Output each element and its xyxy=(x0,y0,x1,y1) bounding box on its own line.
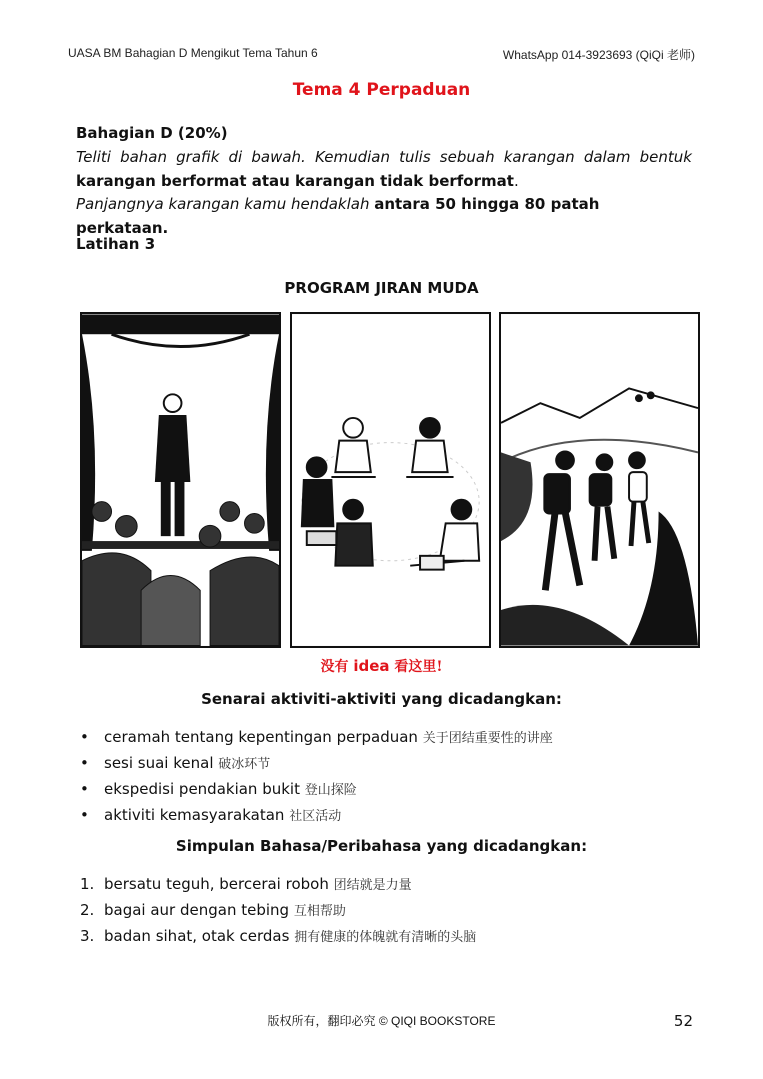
activities-heading: Senarai aktiviti-aktiviti yang dicadangkan: xyxy=(201,690,562,708)
list-item xyxy=(80,898,476,924)
idea-prompt-cn-2: 看这里! xyxy=(389,659,443,675)
page-number: 52 xyxy=(673,1012,693,1030)
instruction-end: . xyxy=(513,172,519,190)
item-zh: 登山探险 xyxy=(304,783,357,798)
item-ms: aktiviti kemasyarakatan xyxy=(104,806,285,824)
item-ms: bersatu teguh, bercerai roboh xyxy=(104,875,329,893)
panel-hiking-illustration xyxy=(499,312,700,648)
proverbs-heading: Simpulan Bahasa/Peribahasa yang dicadangkan: xyxy=(175,837,588,855)
list-item: • sesi suai kenal 破冰环节 xyxy=(80,754,271,772)
idea-prompt-word: idea xyxy=(353,657,390,675)
graphic-title: PROGRAM JIRAN MUDA xyxy=(284,279,479,297)
item-ms: bagai aur dengan tebing xyxy=(104,901,290,919)
instruction-bold: karangan berformat atau karangan tidak berformat xyxy=(76,172,514,190)
item-number: 1. xyxy=(80,875,95,893)
item-zh: 拥有健康的体魄就有清晰的头脑 xyxy=(294,930,477,945)
activities-list xyxy=(80,725,553,829)
panel-ice-breaking-illustration xyxy=(290,312,491,648)
item-number: 2. xyxy=(80,901,95,919)
page-title: Tema 4 Perpaduan xyxy=(292,80,471,100)
list-item xyxy=(80,924,477,950)
instruction-length-bold: antara 50 hingga 80 patah perkataan. xyxy=(76,195,600,237)
instruction-line-1 xyxy=(76,145,692,169)
panel-talk-illustration xyxy=(80,312,281,648)
list-item: • aktiviti kemasyarakatan 社区活动 xyxy=(80,806,342,824)
list-item xyxy=(80,872,476,898)
item-zh: 互相帮助 xyxy=(293,904,346,919)
item-ms: badan sihat, otak cerdas xyxy=(104,927,290,945)
list-item: • ceramah tentang kepentingan perpaduan 关于团结重要性的讲座 xyxy=(80,728,553,746)
header-left: UASA BM Bahagian D Mengikut Tema Tahun 6 xyxy=(68,46,318,60)
item-zh: 破冰环节 xyxy=(218,757,271,772)
idea-prompt-cn-1: 没有 xyxy=(320,659,354,675)
footer-copyright: 版权所有，翻印必究 © QIQI BOOKSTORE xyxy=(267,1014,496,1028)
item-ms: ekspedisi pendakian bukit xyxy=(104,780,300,798)
item-number: 3. xyxy=(80,927,95,945)
item-zh: 关于团结重要性的讲座 xyxy=(422,731,553,746)
idea-prompt xyxy=(0,656,763,676)
instruction-line-2 xyxy=(76,169,692,193)
instruction-text: Teliti bahan grafik di bawah. Kemudian tulis sebuah karangan dalam bentuk xyxy=(76,148,692,166)
header-right: WhatsApp 014-3923693 (QiQi 老师) xyxy=(502,48,695,62)
item-ms: sesi suai kenal xyxy=(104,754,214,772)
proverbs-list xyxy=(80,872,477,950)
item-zh: 团结就是力量 xyxy=(333,878,412,893)
list-item: • ekspedisi pendakian bukit 登山探险 xyxy=(80,780,357,798)
item-ms: ceramah tentang kepentingan perpaduan xyxy=(104,728,418,746)
section-heading: Bahagian D (20%) xyxy=(76,124,228,142)
exercise-label: Latihan 3 xyxy=(76,235,156,253)
item-zh: 社区活动 xyxy=(289,809,342,824)
instruction-length: Panjangnya karangan kamu hendaklah xyxy=(76,195,375,213)
